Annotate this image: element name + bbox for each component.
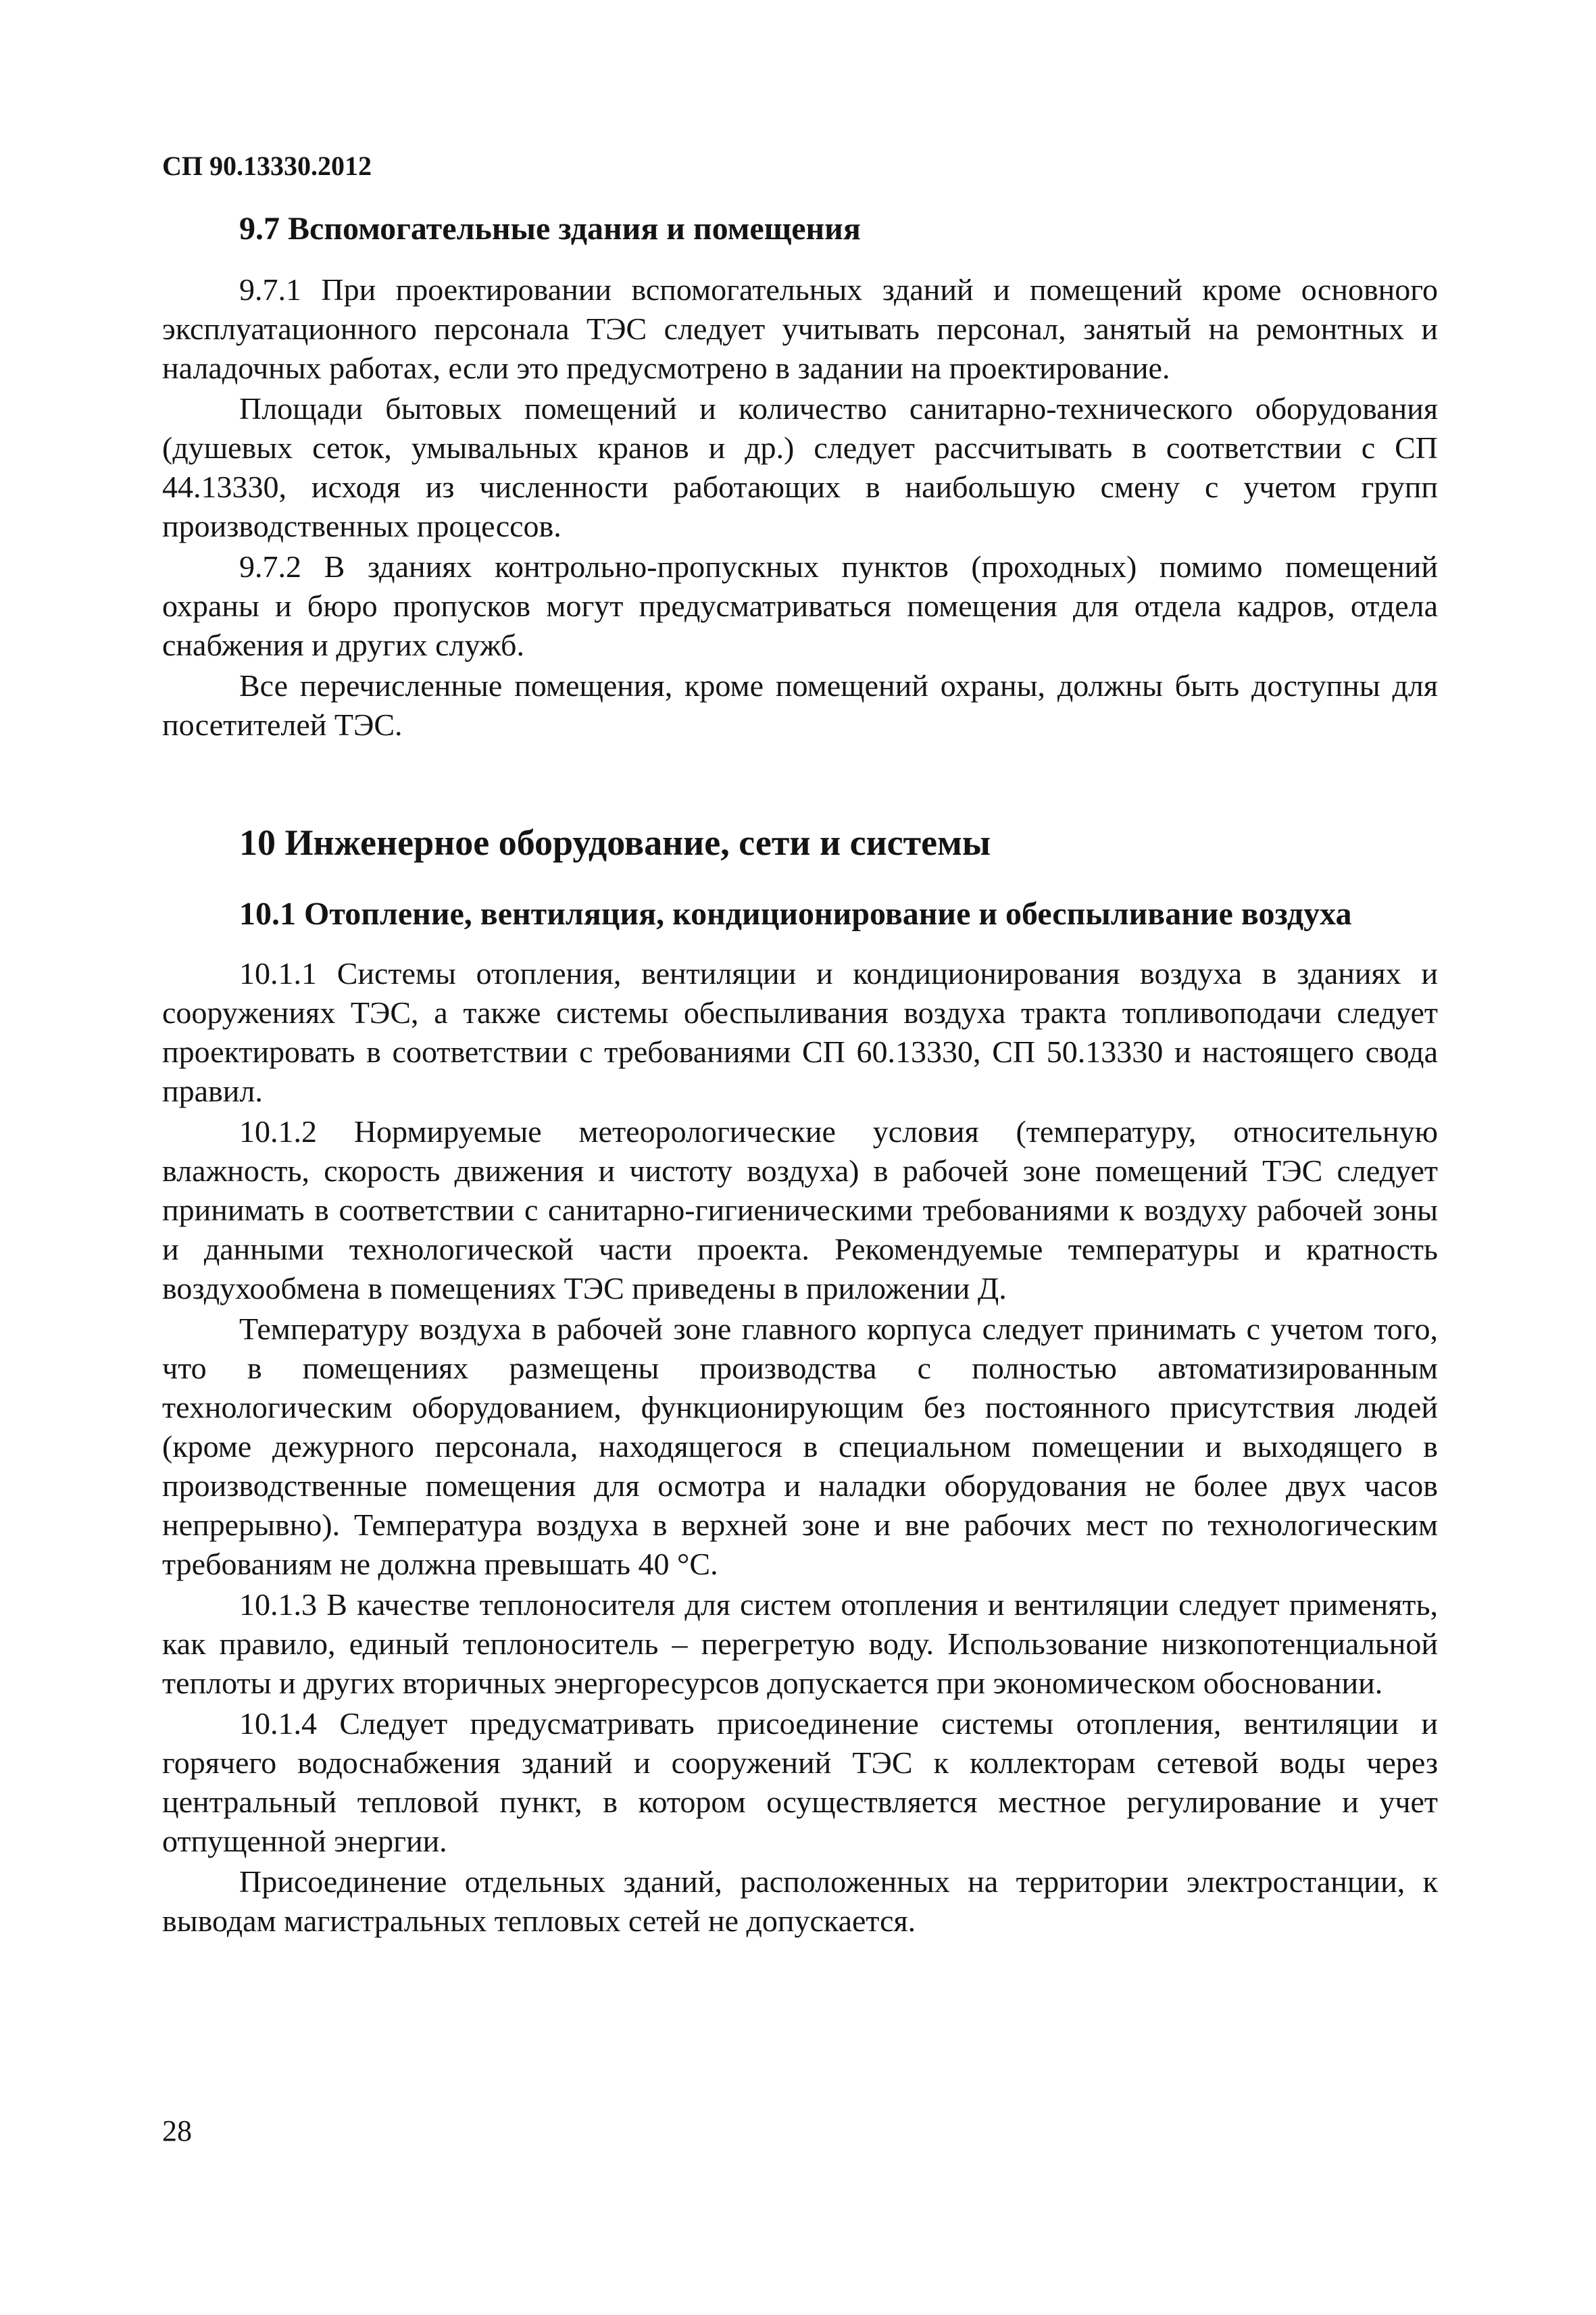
paragraph-visitor-access: Все перечисленные помещения, кроме помещений охраны, должны быть доступны для посетителей ТЭС. [162,668,1438,742]
page-number: 28 [162,2114,192,2147]
paragraph-main-building-temperature: Температуру воздуха в рабочей зоне главного корпуса следует принимать с учетом того, что в помещениях размещены производства с полностью автоматизированным технологическим оборудованием, функционирующим без постоянного присутствия людей (кроме дежурного персонала, находящегося в специальном помещении и выходящего в производственные помещения для осмотра и наладки оборудования не более двух часов непрерывно). Температура воздуха в верхней зоне и вне рабочих мест по технологическим требованиям не должна превышать 40 °С. [162,1312,1438,1581]
paragraph-9-7-1: 9.7.1 При проектировании вспомогательных зданий и помещений кроме основного эксплуатационного персонала ТЭС следует учитывать персонал, занятый на ремонтных и наладочных работах, если это предусмотрено в задании на проектирование. [162,272,1438,385]
section-10-heading: 10 Инженерное оборудование, сети и системы [239,822,991,863]
document-page [162,149,1438,1942]
document-code: СП 90.13330.2012 [162,151,372,181]
subsection-10-1-heading: 10.1 Отопление, вентиляция, кондиционирование и обеспыливание воздуха [239,896,1352,932]
paragraph-amenity-areas: Площади бытовых помещений и количество санитарно-технического оборудования (душевых сеток, умывальных кранов и др.) следует рассчитывать в соответствии с СП 44.13330, исходя из численности работающих в наибольшую смену с учетом групп производственных процессов. [162,391,1438,543]
paragraph-10-1-2: 10.1.2 Нормируемые метеорологические условия (температуру, относительную влажность, скорость движения и чистоту воздуха) в рабочей зоне помещений ТЭС следует принимать в соответствии с санитарно-гигиеническими требованиями к воздуху рабочей зоны и данными технологической части проекта. Рекомендуемые температуры и кратность воздухообмена в помещениях ТЭС приведены в приложении Д. [162,1114,1438,1305]
paragraph-10-1-3: 10.1.3 В качестве теплоносителя для систем отопления и вентиляции следует применять, как правило, единый теплоноситель – перегретую воду. Использование низкопотенциальной теплоты и других вторичных энергоресурсов допускается при экономическом обосновании. [162,1587,1438,1700]
paragraph-connection-restriction: Присоединение отдельных зданий, расположенных на территории электростанции, к выводам магистральных тепловых сетей не допускается. [162,1864,1438,1938]
paragraph-10-1-4: 10.1.4 Следует предусматривать присоединение системы отопления, вентиляции и горячего водоснабжения зданий и сооружений ТЭС к коллекторам сетевой воды через центральный тепловой пункт, в котором осуществляется местное регулирование и учет отпущенной энергии. [162,1706,1438,1858]
paragraph-9-7-2: 9.7.2 В зданиях контрольно-пропускных пунктов (проходных) помимо помещений охраны и бюро пропусков могут предусматриваться помещения для отдела кадров, отдела снабжения и других служб. [162,549,1438,662]
section-9-7-heading: 9.7 Вспомогательные здания и помещения [239,211,861,247]
paragraph-10-1-1: 10.1.1 Системы отопления, вентиляции и кондиционирования воздуха в зданиях и сооружениях ТЭС, а также системы обеспыливания воздуха тракта топливоподачи следует проектировать в соответствии с требованиями СП 60.13330, СП 50.13330 и настоящего свода правил. [162,956,1438,1108]
